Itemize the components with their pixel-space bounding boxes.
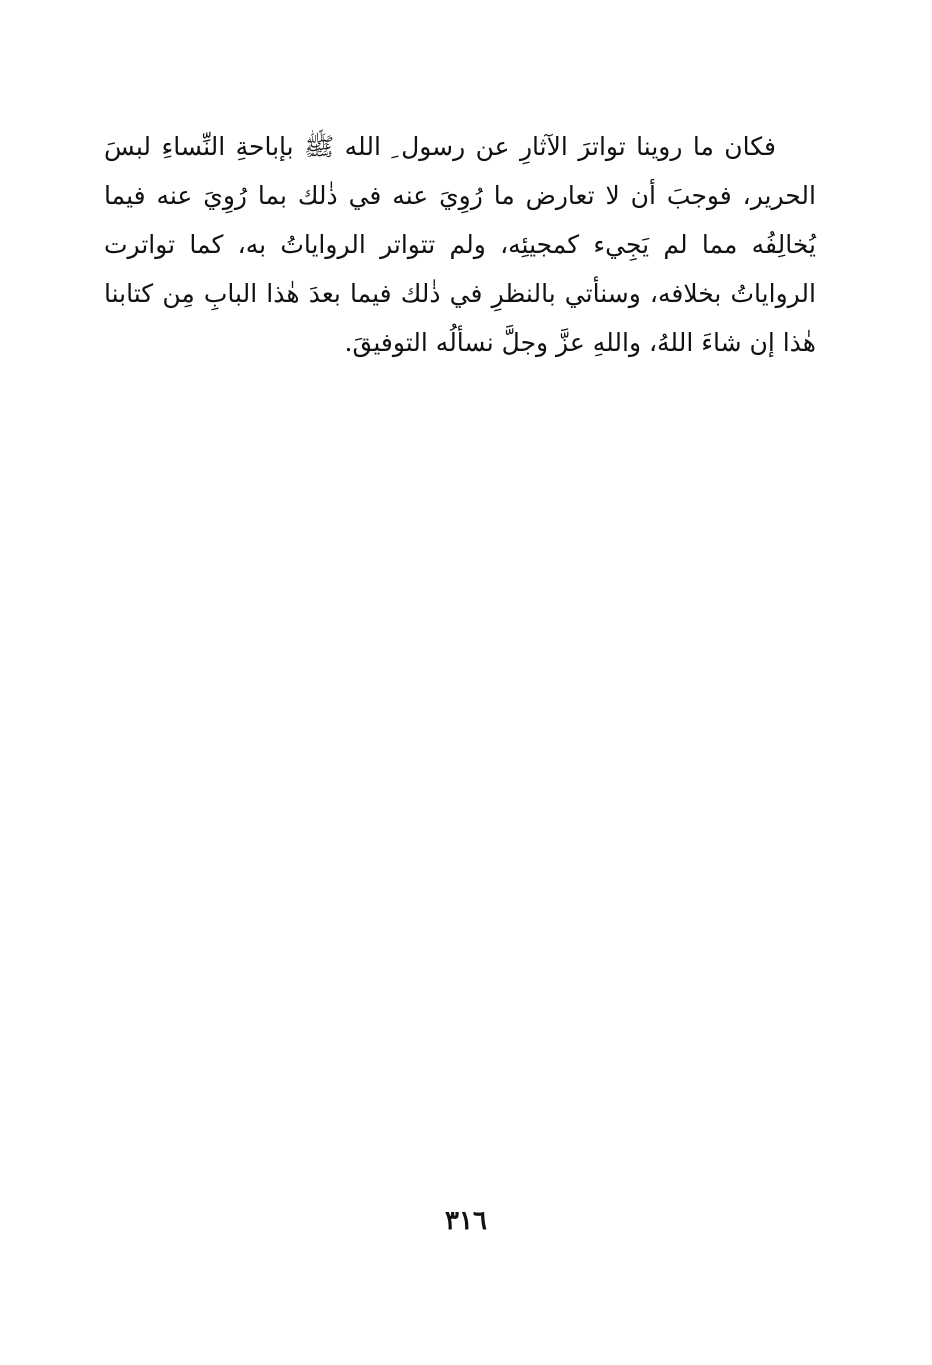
text-line-4: الرواياتُ بخلافه، وسنأتي بالنظرِ في ذٰلك فيما بعدَ هٰذا البابِ مِن كتابنا (104, 279, 816, 308)
text-line-3: يُخالِفُه مما لم يَجِيء كمجيئِه، ولم تتواتر الرواياتُ به، كما تواترت (104, 230, 816, 259)
page-number: ٣١٦ (445, 1206, 487, 1236)
text-line-1: فكان ما روينا تواترَ الآثارِ عن رسول ِ الله ﷺ بإباحةِ النِّساءِ لبسَ (104, 132, 776, 161)
body-paragraph (104, 122, 816, 367)
text-line-2: الحرير، فوجبَ أن لا تعارض ما رُوِيَ عنه في ذٰلك بما رُوِيَ عنه فيما (104, 181, 816, 210)
text-line-5: هٰذا إن شاءَ اللهُ، واللهِ عزَّ وجلَّ نسألُه التوفيقَ. (344, 328, 816, 357)
